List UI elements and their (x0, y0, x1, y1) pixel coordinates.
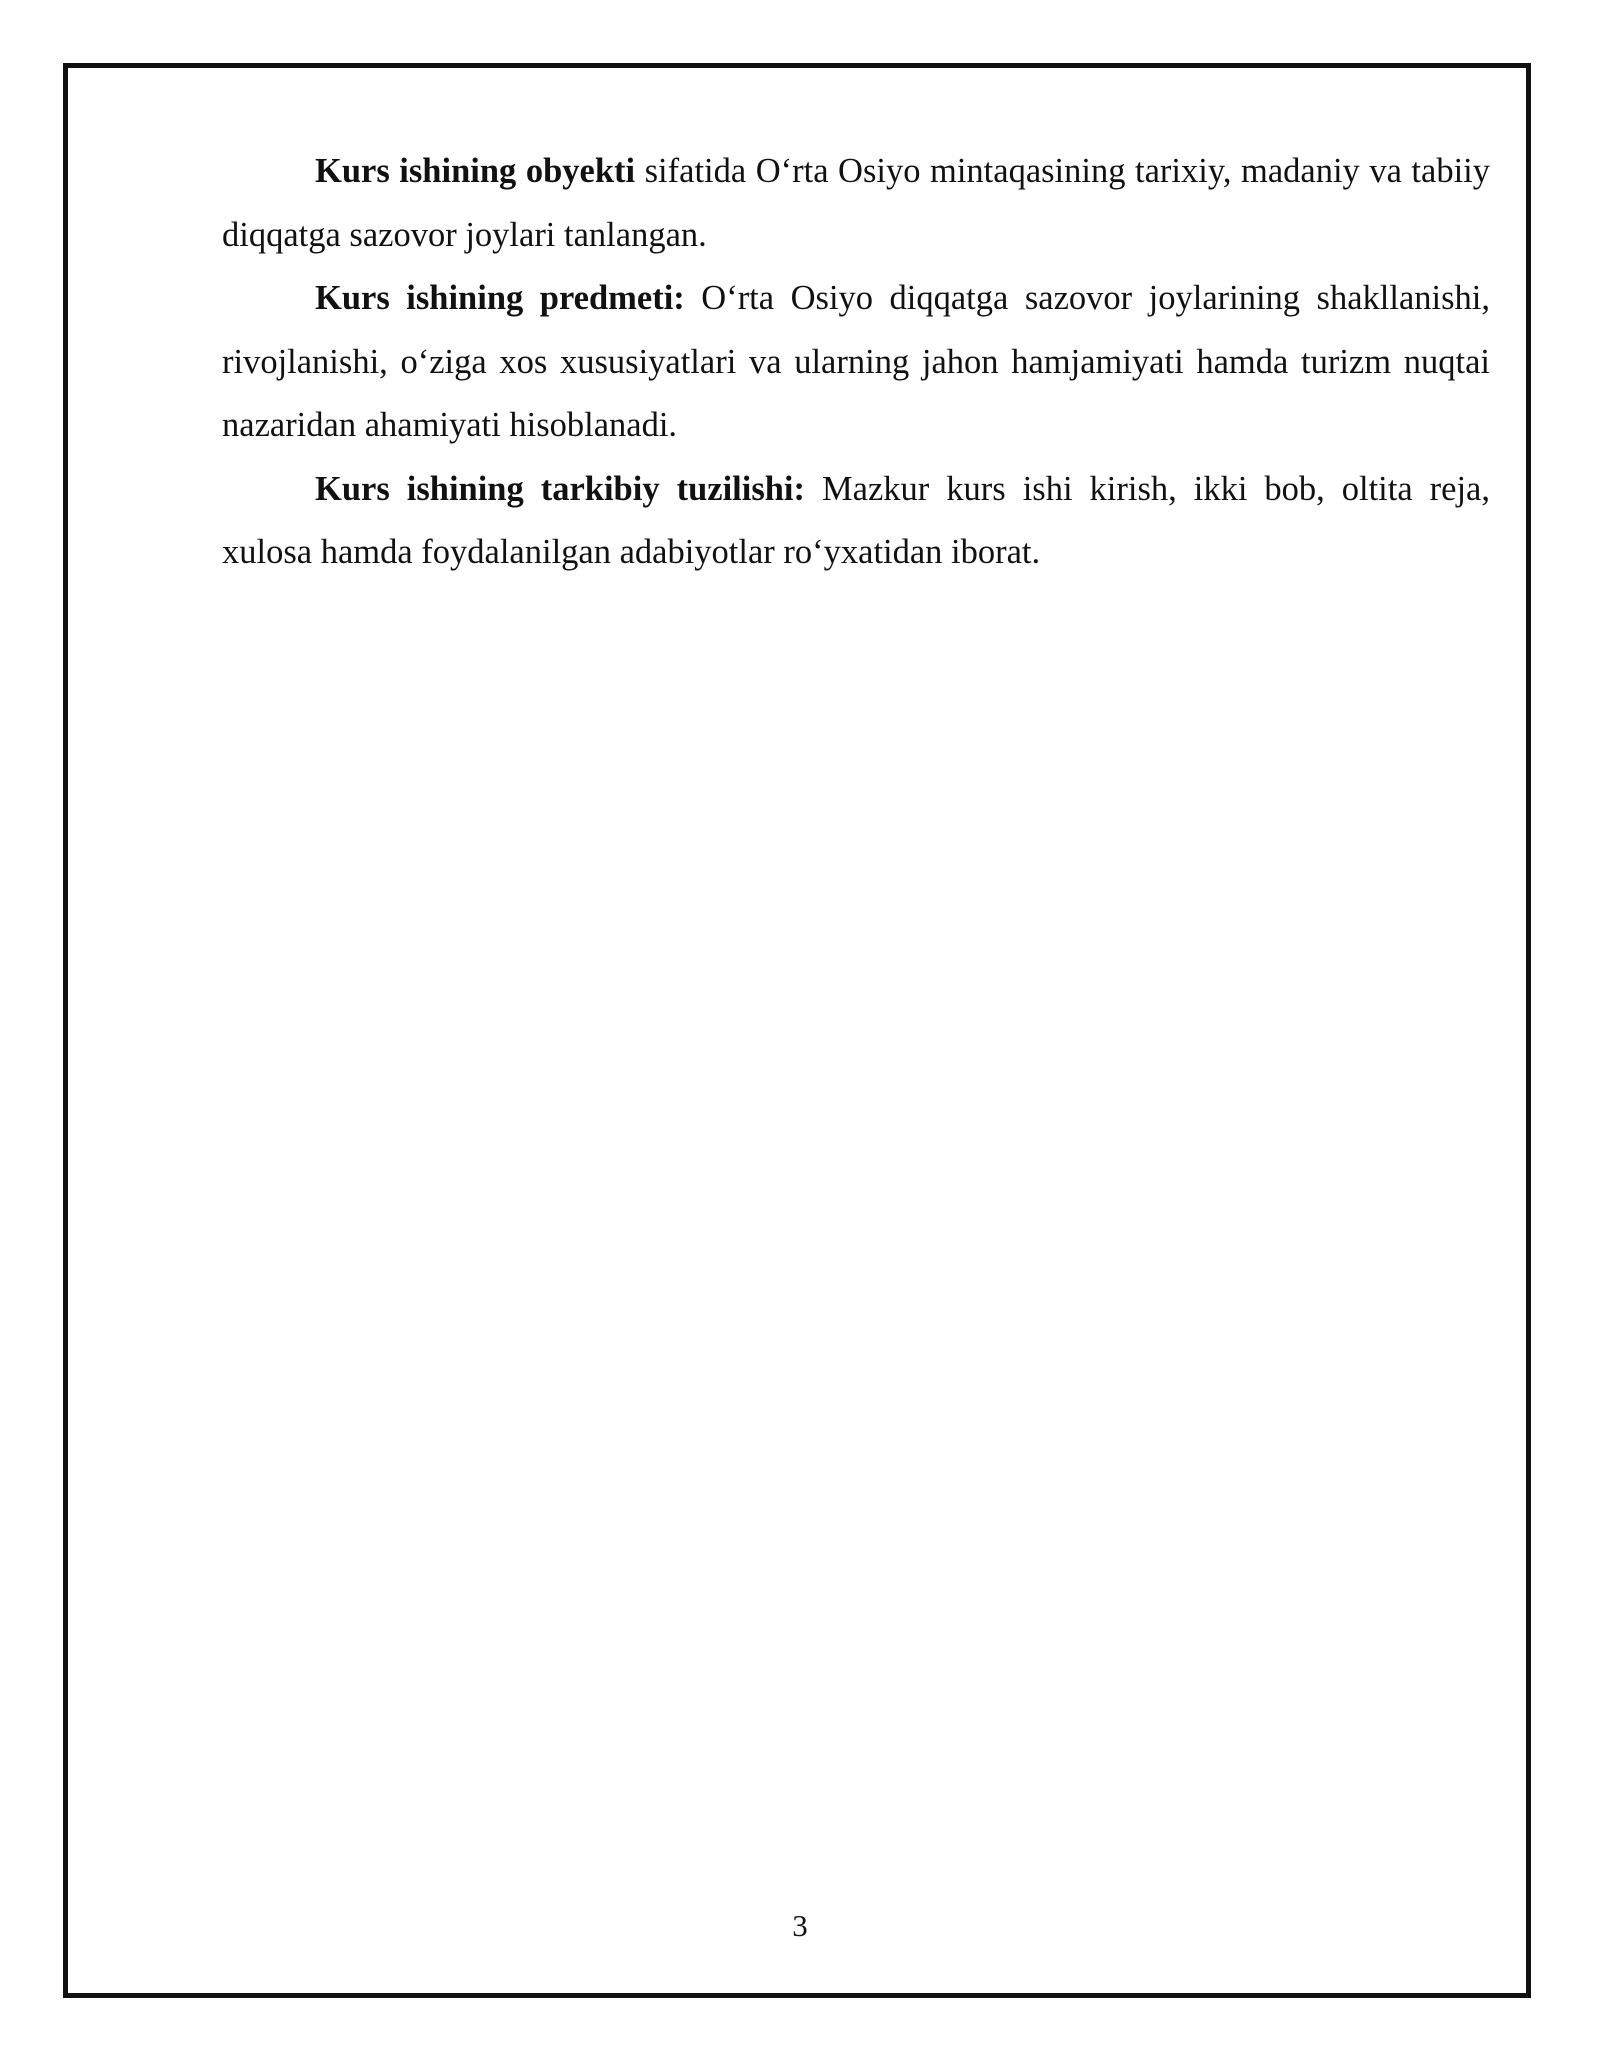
paragraph-subject (222, 267, 1490, 458)
document-body (222, 140, 1490, 585)
paragraph-structure-lead: Kurs ishining tarkibiy tuzilishi: (315, 469, 806, 508)
paragraph-object-text: sifatida O‘rta Osiyo mintaqasining tarixiy, madaniy va tabiiy diqqatga sazovor joylari tanlangan. (222, 152, 1490, 254)
paragraph-structure (222, 458, 1490, 585)
paragraph-subject-lead: Kurs ishining predmeti: (315, 279, 685, 317)
paragraph-structure-text: Mazkur kurs ishi kirish, ikki bob, oltita reja, xulosa hamda foydalanilgan adabiyotlar ro‘yxatidan iborat. (222, 469, 1490, 571)
paragraph-object-lead: Kurs ishining obyekti (315, 152, 636, 190)
page-number: 3 (792, 1908, 808, 1943)
paragraph-object (222, 140, 1490, 267)
paragraph-subject-text: O‘rta Osiyo diqqatga sazovor joylarining shakllanishi, rivojlanishi, o‘ziga xos xususiyatlari va ularning jahon hamjamiyati hamda turizm nuqtai nazaridan ahamiyati hisoblanadi. (222, 279, 1491, 444)
